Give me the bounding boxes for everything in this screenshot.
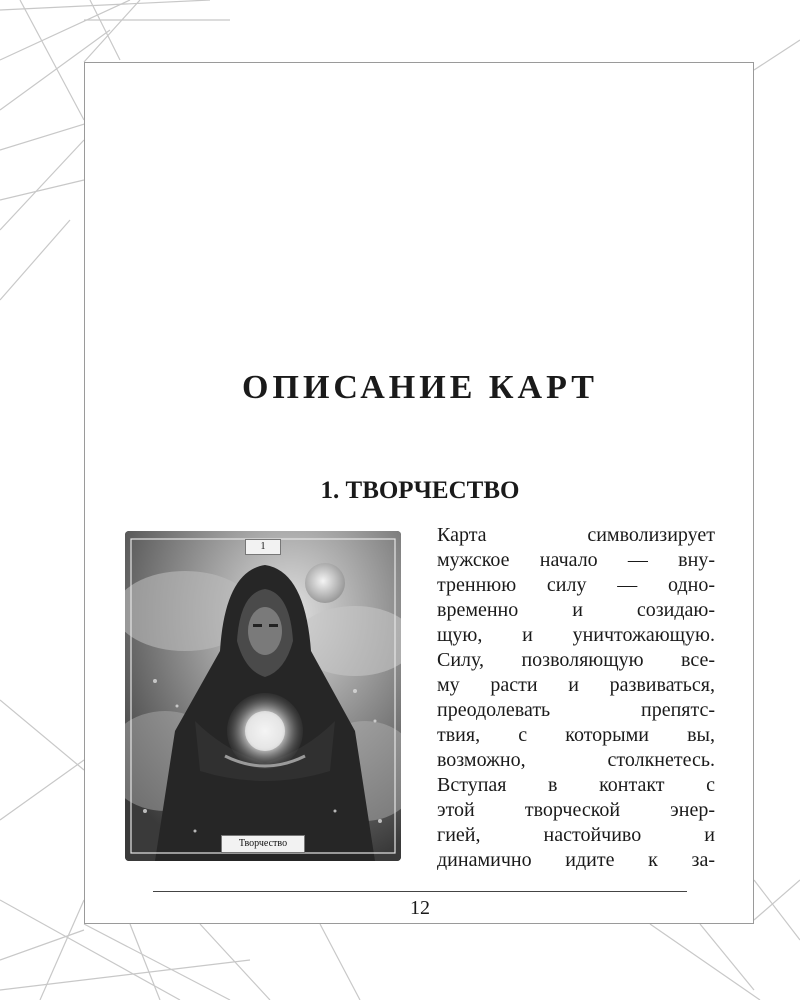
text-line: Силу, позволяющую все- (437, 649, 715, 671)
text-line: му расти и развиваться, (437, 674, 715, 696)
text-line: временно и созидаю- (437, 599, 715, 621)
text-line: треннюю силу — одно- (437, 574, 715, 596)
text-line: динамично идите к за- (437, 849, 715, 871)
card-heading: 1. ТВОРЧЕСТВО (320, 477, 520, 504)
text-line: щую, и уничтожающую. (437, 624, 715, 646)
footer-divider (153, 891, 687, 892)
hooded-figure-illustration (125, 531, 401, 861)
card-description (437, 523, 715, 873)
page-number: 12 (410, 897, 430, 919)
card-number-badge: 1 (245, 539, 281, 555)
text-line: возможно, столкнетесь. (437, 749, 715, 771)
card-name-label: Творчество (221, 835, 305, 853)
text-line: этой творческой энер- (437, 799, 715, 821)
book-page (84, 62, 754, 924)
section-title: ОПИСАНИЕ КАРТ (242, 369, 598, 406)
text-line: Вступая в контакт с (437, 774, 715, 796)
tarot-card-illustration (125, 531, 401, 861)
text-line: гией, настойчиво и (437, 824, 715, 846)
text-line: Карта символизирует (437, 524, 715, 546)
text-line: мужское начало — вну- (437, 549, 715, 571)
text-line: твия, с которыми вы, (437, 724, 715, 746)
text-line: преодолевать препятс- (437, 699, 715, 721)
